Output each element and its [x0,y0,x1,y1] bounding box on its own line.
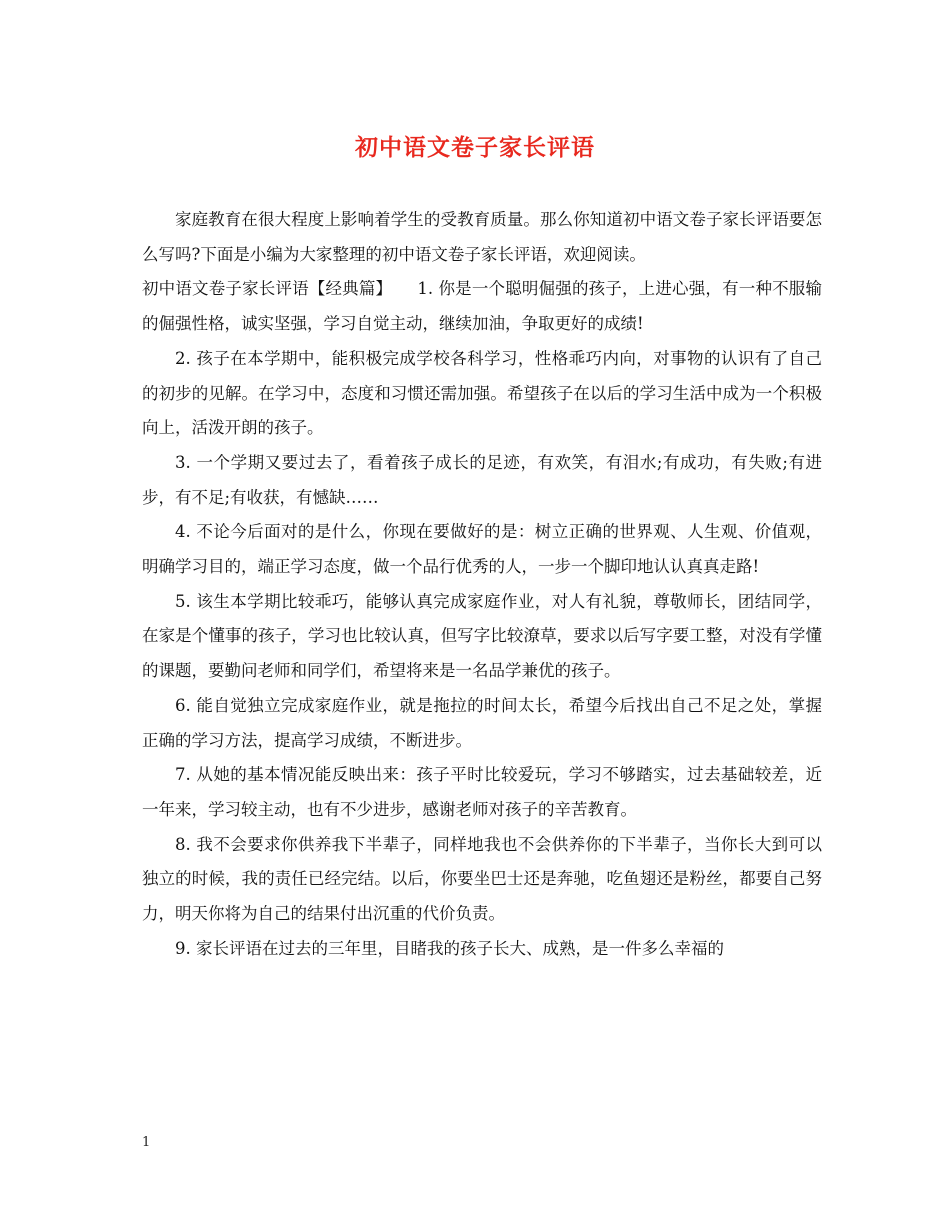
document-body [142,203,822,966]
comment-item-8: 8. 我不会要求你供养我下半辈子，同样地我也不会供养你的下半辈子，当你长大到可以独立的时候，我的责任已经完结。以后，你要坐巴士还是奔驰，吃鱼翅还是粉丝，都要自己努力，明天你将为自己的结果付出沉重的代价负责。 [142,834,822,924]
comment-item-7: 7. 从她的基本情况能反映出来：孩子平时比较爱玩，学习不够踏实，过去基础较差，近一年来，学习较主动，也有不少进步，感谢老师对孩子的辛苦教育。 [142,765,822,819]
comment-item-3: 3. 一个学期又要过去了，看着孩子成长的足迹，有欢笑，有泪水;有成功，有失败;有进步，有不足;有收获，有憾缺…… [142,452,822,507]
page-number: 1 [142,1135,151,1150]
document-title: 初中语文卷子家长评语 [355,134,595,161]
comment-item-1: 初中语文卷子家长评语【经典篇】 1. 你是一个聪明倔强的孩子，上进心强，有一种不服输的倔强性格，诚实坚强，学习自觉主动，继续加油，争取更好的成绩! [142,279,822,334]
comment-item-9: 9. 家长评语在过去的三年里，目睹我的孩子长大、成熟，是一件多么幸福的 [175,938,724,958]
comment-item-2: 2. 孩子在本学期中，能积极完成学校各科学习，性格乖巧内向，对事物的认识有了自己的初步的见解。在学习中，态度和习惯还需加强。希望孩子在以后的学习生活中成为一个积极向上，活泼开朗的孩子。 [142,348,822,438]
comment-item-6: 6. 能自觉独立完成家庭作业，就是拖拉的时间太长，希望今后找出自己不足之处，掌握正确的学习方法，提高学习成绩，不断进步。 [142,695,822,750]
comment-item-4: 4. 不论今后面对的是什么，你现在要做好的是：树立正确的世界观、人生观、价值观，明确学习目的，端正学习态度，做一个品行优秀的人，一步一个脚印地认认真真走路! [142,522,822,577]
comment-item-5: 5. 该生本学期比较乖巧，能够认真完成家庭作业，对人有礼貌，尊敬师长，团结同学，在家是个懂事的孩子，学习也比较认真，但写字比较潦草，要求以后写字要工整，对没有学懂的课题，要勤问老师和同学们，希望将来是一名品学兼优的孩子。 [142,591,822,681]
intro-paragraph: 家庭教育在很大程度上影响着学生的受教育质量。那么你知道初中语文卷子家长评语要怎么写吗?下面是小编为大家整理的初中语文卷子家长评语，欢迎阅读。 [142,210,822,264]
